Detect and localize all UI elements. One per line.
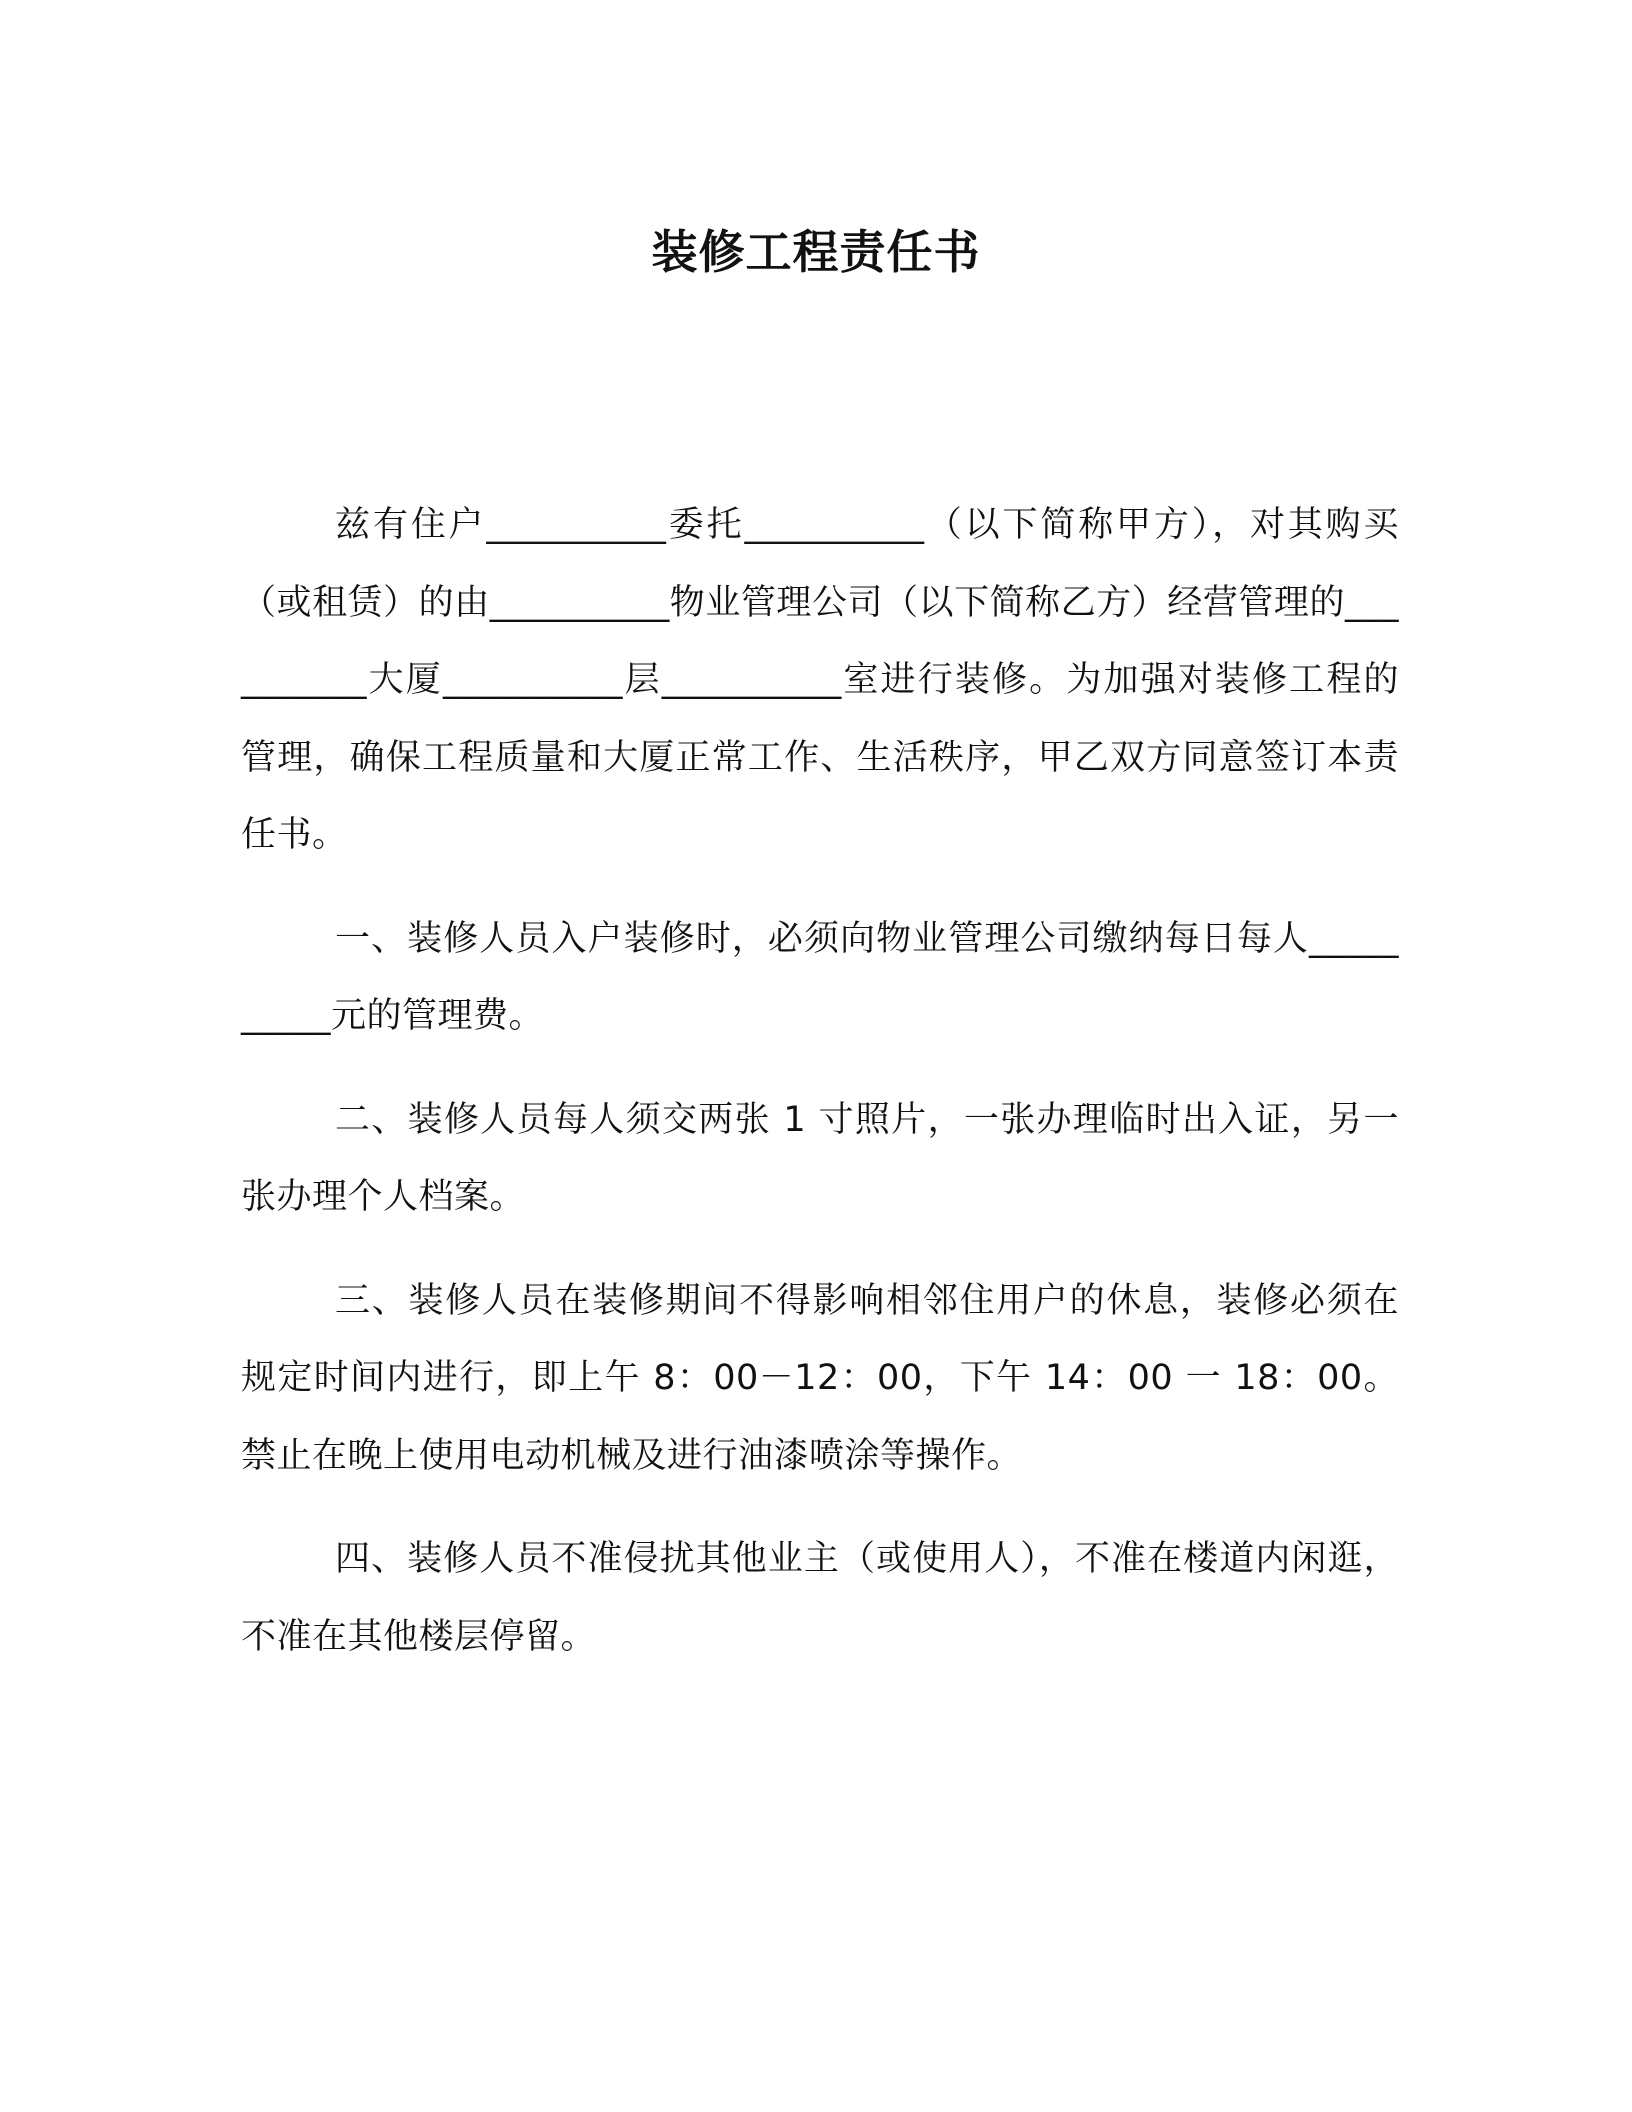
clause-1-management-fee: 一、装修人员入户装修时，必须向物业管理公司缴纳每日每人__________元的管理费。 [241, 918, 1399, 1036]
clause-3-working-hours: 三、装修人员在装修期间不得影响相邻住用户的休息，装修必须在规定时间内进行，即上午 8：00－12：00，下午 14：00 一 18：00。禁止在晚上使用电动机械及进行油漆喷涂等操作。 [241, 1280, 1399, 1476]
document-title: 装修工程责任书 [651, 225, 981, 279]
clause-4-conduct: 四、装修人员不准侵扰其他业主（或使用人），不准在楼道内闲逛，不准在其他楼层停留。 [241, 1539, 1399, 1657]
document-body [241, 487, 1399, 1676]
clause-2-photos: 二、装修人员每人须交两张 1 寸照片，一张办理临时出入证，另一张办理个人档案。 [241, 1099, 1399, 1217]
intro-paragraph: 兹有住户__________委托__________（以下简称甲方），对其购买（或租赁）的由__________物业管理公司（以下简称乙方）经营管理的__________大厦__________层__________室进行装修。为加强对装修工程的管理，确保工程质量和大厦正常工作、生活秩序，甲乙双方同意签订本责任书。 [241, 505, 1399, 855]
